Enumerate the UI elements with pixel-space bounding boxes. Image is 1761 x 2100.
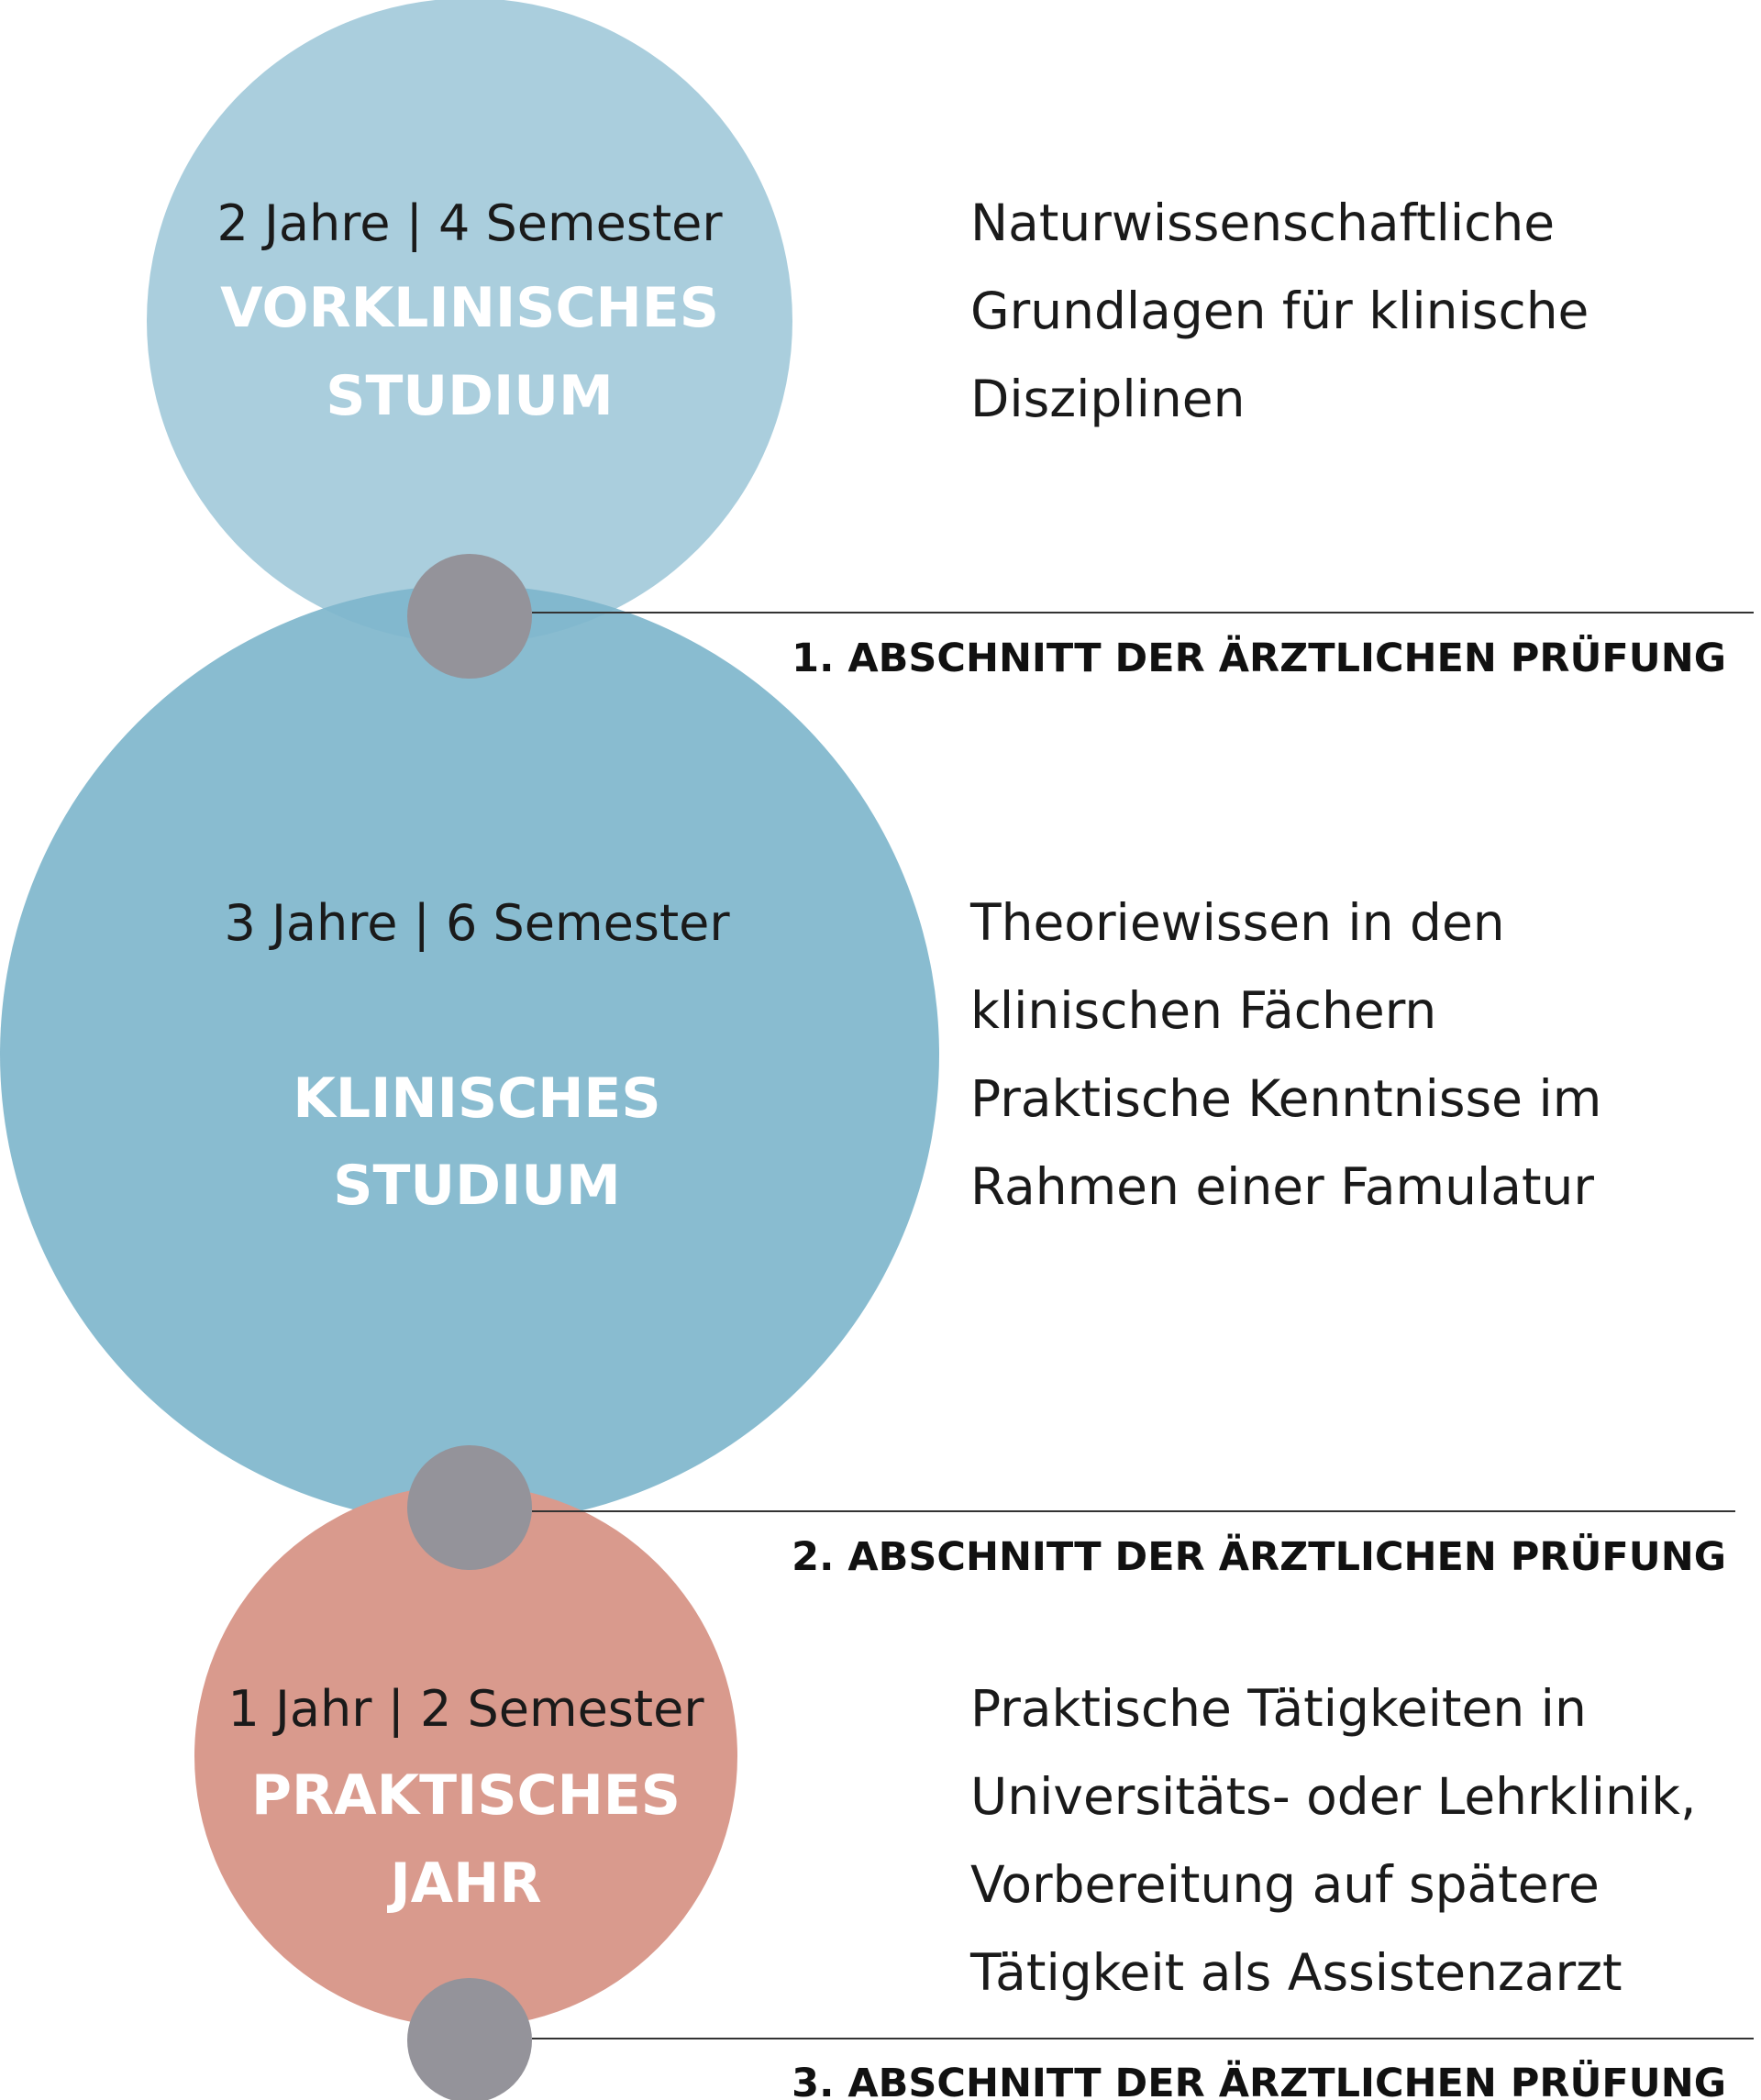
exam-node-3: [407, 1978, 532, 2100]
stage-description-pj-line1: Praktische Tätigkeiten in: [970, 1679, 1587, 1738]
exam-label-1: 1. ABSCHNITT DER ÄRZTLICHEN PRÜFUNG: [792, 636, 1726, 681]
stage-description-vorklinik-line3: Disziplinen: [970, 370, 1246, 428]
stage-duration-pj: 1 Jahr | 2 Semester: [227, 1680, 704, 1738]
stage-description-klinik-line1: Theoriewissen in den: [970, 893, 1505, 952]
exam-label-2: 2. ABSCHNITT DER ÄRZTLICHEN PRÜFUNG: [792, 1534, 1726, 1580]
stage-description-vorklinik-line2: Grundlagen für klinische: [970, 282, 1589, 340]
stage-duration-vorklinik: 2 Jahre | 4 Semester: [216, 194, 723, 252]
stage-title-vorklinik-line2: STUDIUM: [326, 364, 614, 428]
stage-description-pj-line3: Vorbereitung auf spätere: [970, 1855, 1600, 1914]
stage-title-pj-line1: PRAKTISCHES: [250, 1763, 681, 1828]
stage-description-klinik-line2: klinischen Fächern: [970, 981, 1437, 1040]
stage-duration-klinik: 3 Jahre | 6 Semester: [224, 894, 730, 952]
stage-description-pj-line2: Universitäts- oder Lehrklinik,: [970, 1767, 1697, 1826]
stage-description-vorklinik-line1: Naturwissenschaftliche: [970, 193, 1556, 252]
stage-title-pj-line2: JAHR: [390, 1851, 542, 1916]
exam-node-1: [407, 554, 532, 679]
stage-title-klinik-line2: STUDIUM: [333, 1154, 621, 1218]
stage-description-klinik-line3: Praktische Kenntnisse im: [970, 1069, 1602, 1128]
exam-node-2: [407, 1445, 532, 1570]
stage-description-klinik-line4: Rahmen einer Famulatur: [970, 1157, 1594, 1216]
stage-title-vorklinik-line1: VORKLINISCHES: [220, 276, 719, 340]
stage-description-pj-line4: Tätigkeit als Assistenzarzt: [970, 1943, 1623, 2002]
exam-label-3: 3. ABSCHNITT DER ÄRZTLICHEN PRÜFUNG: [792, 2061, 1726, 2100]
stage-title-klinik-line1: KLINISCHES: [293, 1067, 661, 1131]
stage-circle-klinik: [0, 585, 939, 1524]
